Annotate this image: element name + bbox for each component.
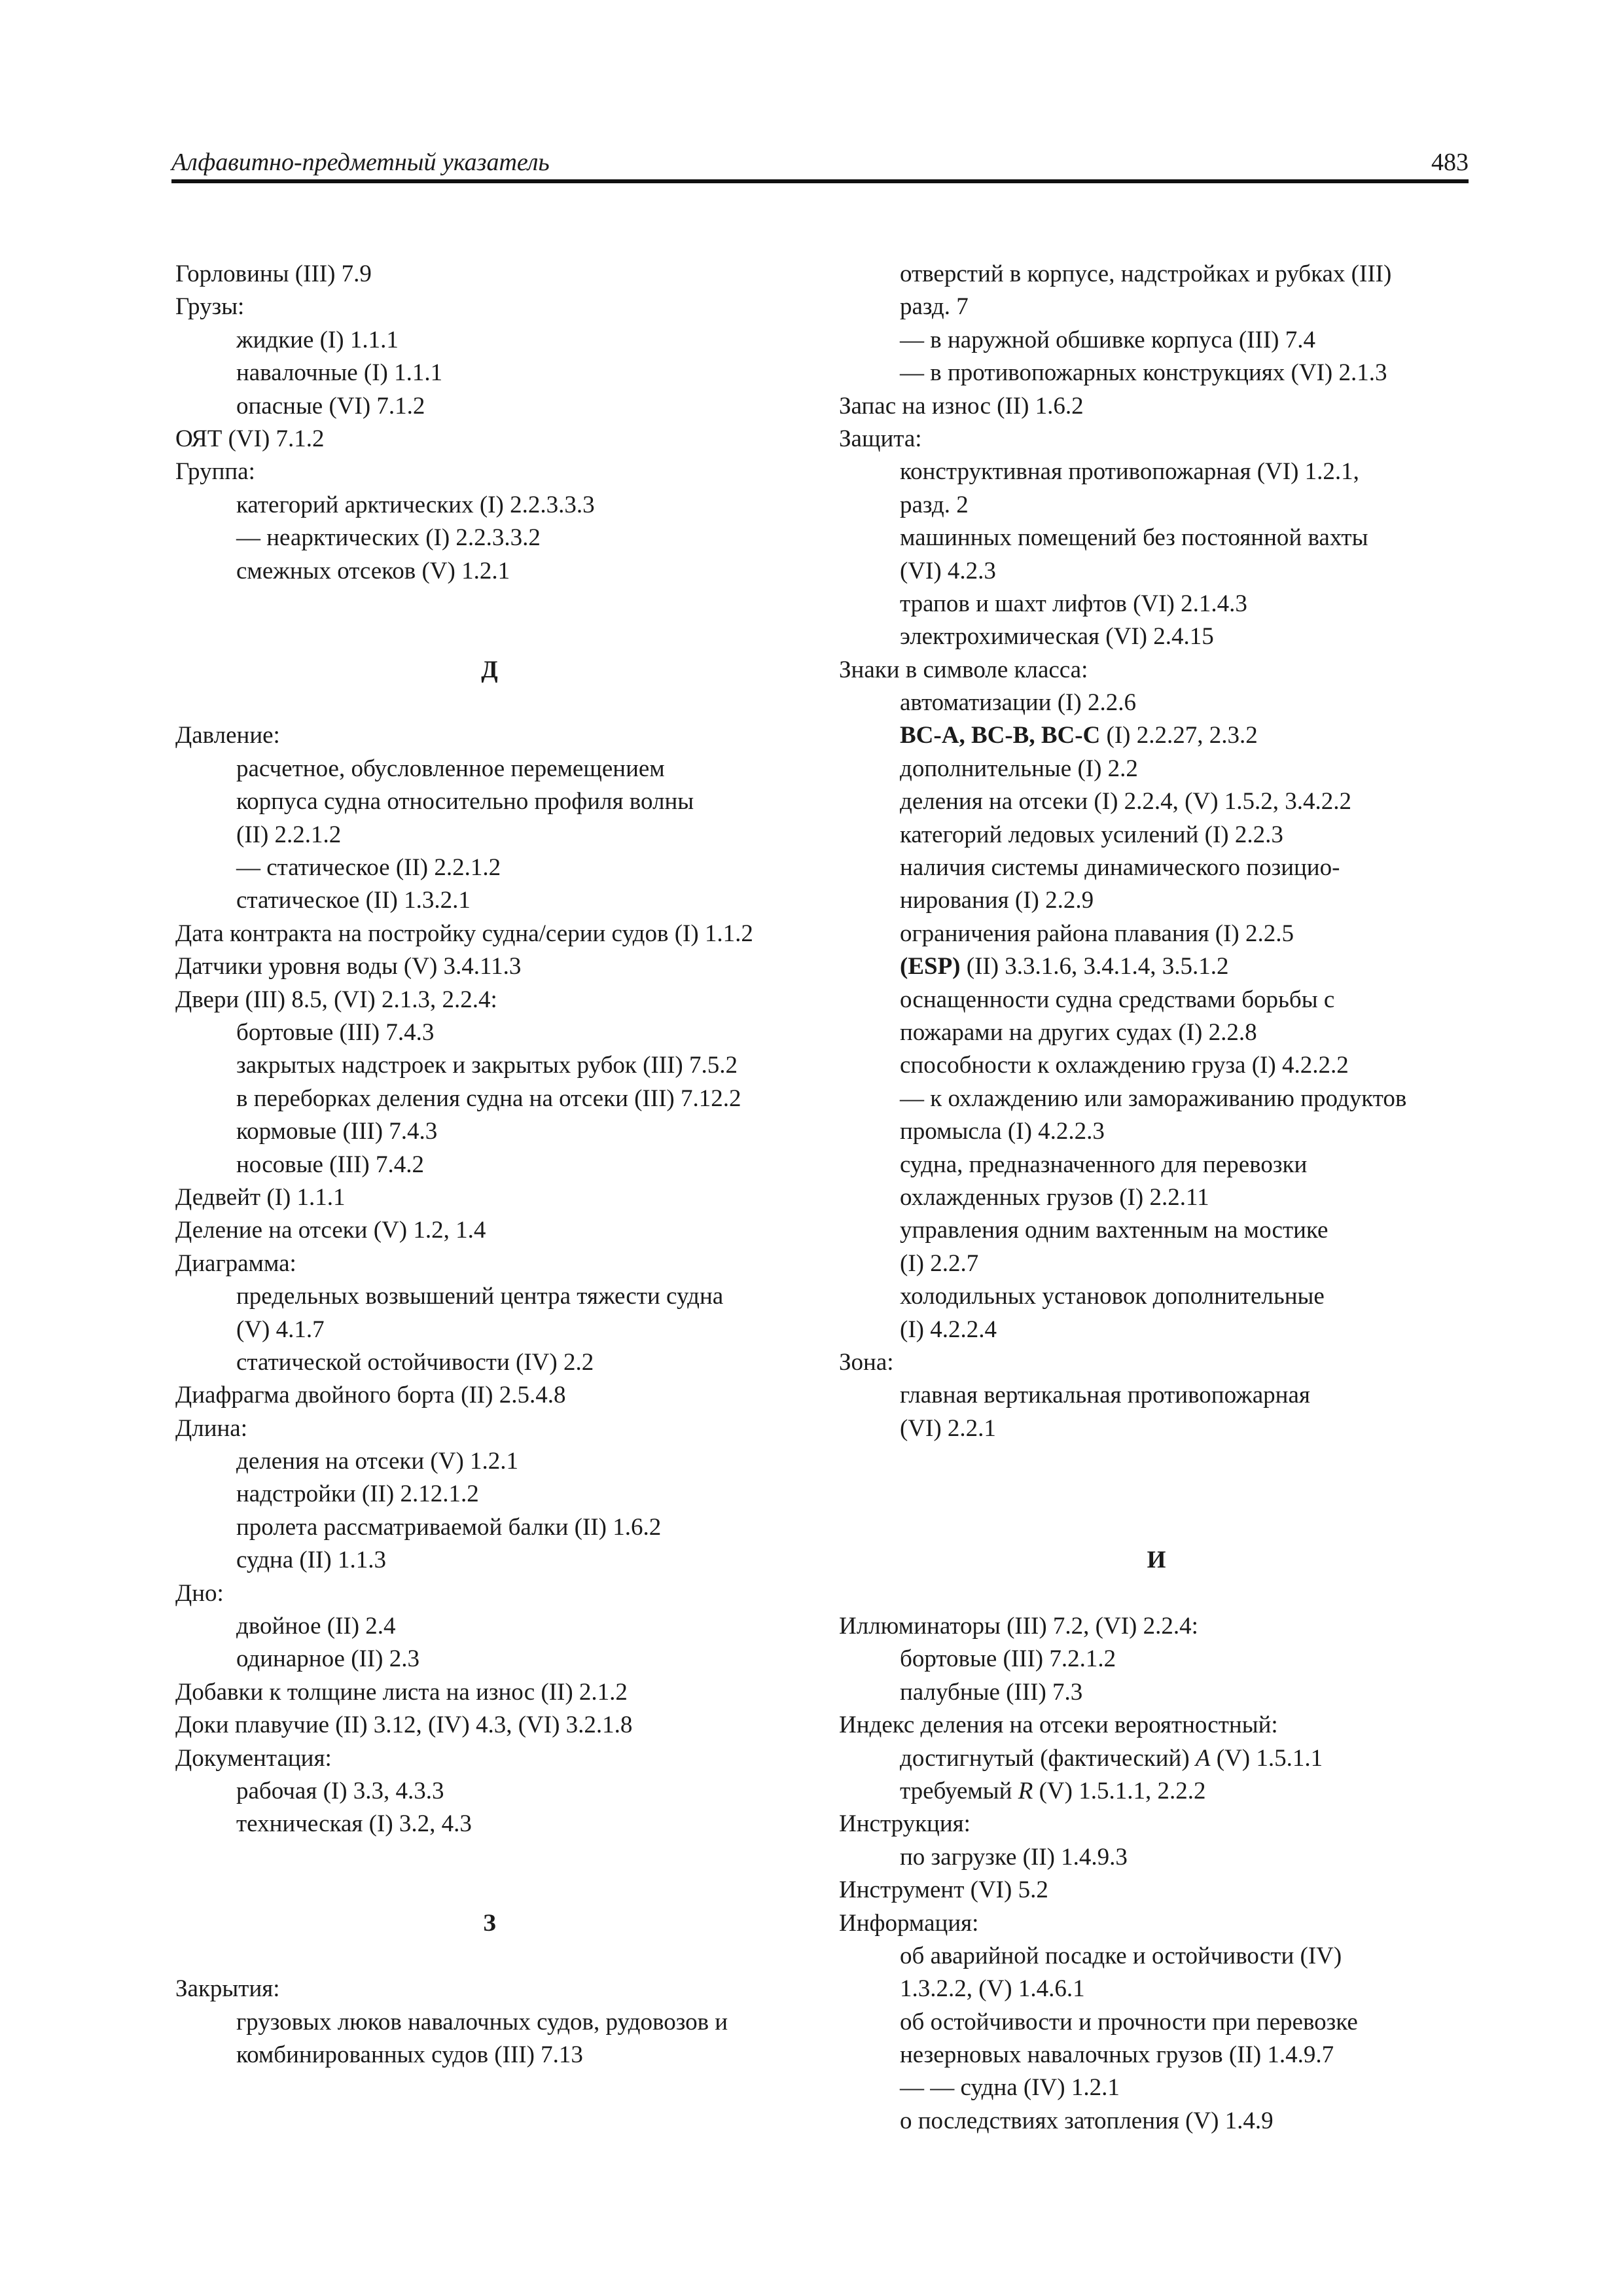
index-entry (839, 1610, 1474, 1643)
entry-text: ограничения района плавания (I) 2.2.5 (900, 920, 1294, 947)
entry-text: Информация: (839, 1909, 979, 1937)
entry-text: промысла (I) 4.2.2.3 (900, 1118, 1105, 1145)
index-subentry (175, 1083, 804, 1115)
entry-text: навалочные (I) 1.1.1 (236, 359, 443, 387)
index-subentry (175, 489, 804, 522)
index-subentry (175, 1280, 804, 1313)
index-entry (175, 1709, 804, 1742)
index-entry (839, 1874, 1474, 1907)
index-subentry (839, 753, 1474, 785)
entry-text: Диаграмма: (175, 1249, 296, 1277)
entry-text: Дата контракта на постройку судна/серии судов (I) 1.1.2 (175, 920, 753, 947)
index-subentry (839, 2105, 1474, 2138)
index-subentry (839, 1214, 1474, 1247)
entry-text: Двери (III) 8.5, (VI) 2.1.3, 2.2.4: (175, 986, 497, 1013)
index-subentry (839, 1643, 1474, 1676)
entry-text: отверстий в корпусе, надстройках и рубках (III) (900, 260, 1392, 287)
entry-text: управления одним вахтенным на мостике (900, 1217, 1329, 1244)
entry-text: Датчики уровня воды (V) 3.4.11.3 (175, 953, 522, 980)
entry-text: (VI) 2.2.1 (900, 1414, 996, 1442)
entry-text: закрытых надстроек и закрытых рубок (III) 7.5.2 (236, 1052, 738, 1079)
entry-text: разд. 2 (900, 491, 969, 518)
entry-text-tail: (V) 1.5.1.1 (1210, 1744, 1323, 1772)
entry-text: достигнутый (фактический) (900, 1744, 1196, 1772)
index-entry (175, 1973, 804, 2005)
entry-text: Диафрагма двойного борта (II) 2.5.4.8 (175, 1382, 566, 1409)
index-subentry (839, 852, 1474, 884)
index-subentry (839, 291, 1474, 323)
index-subentry (839, 687, 1474, 719)
entry-text: категорий ледовых усилений (I) 2.2.3 (900, 821, 1283, 848)
index-column-right (839, 258, 1474, 2138)
entry-text: (I) 4.2.2.4 (900, 1316, 997, 1343)
entry-text: надстройки (II) 2.12.1.2 (236, 1480, 479, 1508)
entry-text: Иллюминаторы (III) 7.2, (VI) 2.2.4: (839, 1613, 1198, 1640)
running-header (171, 143, 1469, 179)
index-subentry (175, 852, 804, 884)
index-entry (175, 1742, 804, 1775)
index-subentry (175, 2039, 804, 2072)
index-entry (175, 423, 804, 456)
index-subentry (839, 258, 1474, 291)
page-number: 483 (1431, 149, 1469, 176)
entry-text: (VI) 4.2.3 (900, 557, 996, 584)
index-subentry (175, 1775, 804, 1808)
entry-text: Доки плавучие (II) 3.12, (IV) 4.3, (VI) 3.2.1.8 (175, 1712, 633, 1739)
index-subentry (839, 324, 1474, 357)
section-letter: Д (481, 656, 498, 683)
entry-text: Документация: (175, 1744, 332, 1772)
entry-text: предельных возвышений центра тяжести судна (236, 1283, 724, 1310)
entry-text: палубные (III) 7.3 (900, 1678, 1083, 1706)
entry-text: конструктивная противопожарная (VI) 1.2.1, (900, 458, 1359, 486)
entry-text: опасные (VI) 7.1.2 (236, 392, 425, 420)
index-subentry (175, 1610, 804, 1643)
index-subentry (175, 1544, 804, 1577)
entry-text: Давление: (175, 722, 280, 749)
entry-text: ОЯТ (VI) 7.1.2 (175, 425, 325, 452)
spacer (175, 687, 804, 719)
index-subentry (175, 324, 804, 357)
index-subentry (175, 884, 804, 917)
index-subentry (175, 1511, 804, 1544)
index-subentry (175, 1016, 804, 1049)
entry-text-tail: (V) 1.5.1.1, 2.2.2 (1033, 1777, 1206, 1804)
entry-text: наличия системы динамического позицио- (900, 854, 1340, 882)
entry-text: по загрузке (II) 1.4.9.3 (900, 1843, 1128, 1871)
index-subentry (839, 1841, 1474, 1874)
index-entry (175, 258, 804, 291)
entry-text: статической остойчивости (IV) 2.2 (236, 1348, 594, 1376)
entry-text: 1.3.2.2, (V) 1.4.6.1 (900, 1975, 1085, 2003)
entry-text: Закрытия: (175, 1975, 280, 2003)
spacer (175, 620, 804, 653)
entry-text: Зона: (839, 1348, 894, 1376)
entry-text: электрохимическая (VI) 2.4.15 (900, 623, 1214, 651)
entry-text: судна (II) 1.1.3 (236, 1547, 386, 1574)
entry-text: охлажденных грузов (I) 2.2.11 (900, 1183, 1209, 1211)
index-entry (175, 1412, 804, 1445)
index-subentry (175, 1445, 804, 1478)
index-subentry (175, 522, 804, 554)
index-subentry (839, 918, 1474, 950)
entry-text: смежных отсеков (V) 1.2.1 (236, 557, 510, 584)
entry-text: — — судна (IV) 1.2.1 (900, 2074, 1120, 2102)
entry-text: способности к охлаждению груза (I) 4.2.2.2 (900, 1052, 1349, 1079)
index-subentry (839, 1280, 1474, 1313)
index-subentry (839, 1314, 1474, 1346)
entry-text: Дно: (175, 1579, 224, 1607)
entry-text: об остойчивости и прочности при перевозке (900, 2008, 1358, 2036)
symbol: A (1195, 1744, 1211, 1772)
index-subentry (839, 984, 1474, 1016)
entry-text: дополнительные (I) 2.2 (900, 755, 1138, 782)
index-subentry (175, 390, 804, 423)
entry-text: оснащенности судна средствами борьбы с (900, 986, 1335, 1013)
spacer (839, 1445, 1474, 1478)
index-entry (175, 719, 804, 752)
header-title: Алфавитно-предметный указатель (171, 149, 550, 176)
entry-text: корпуса судна относительно профиля волны (236, 788, 694, 816)
index-subentry (175, 2006, 804, 2039)
index-column-left (175, 258, 804, 2072)
index-entry (175, 1214, 804, 1247)
index-subentry (175, 1149, 804, 1181)
entry-text: Горловины (III) 7.9 (175, 260, 372, 287)
index-subentry (839, 1115, 1474, 1148)
spacer (839, 1478, 1474, 1511)
index-subentry (839, 950, 1474, 983)
entry-text: Запас на износ (II) 1.6.2 (839, 392, 1084, 420)
entry-text: статическое (II) 1.3.2.1 (236, 887, 471, 914)
index-subentry (839, 819, 1474, 852)
entry-text: деления на отсеки (V) 1.2.1 (236, 1448, 519, 1475)
entry-text: рабочая (I) 3.3, 4.3.3 (236, 1777, 444, 1804)
entry-text: трапов и шахт лифтов (VI) 2.1.4.3 (900, 590, 1247, 617)
index-subentry (839, 2006, 1474, 2039)
entry-text: кормовые (III) 7.4.3 (236, 1118, 438, 1145)
index-entry (175, 1676, 804, 1709)
index-subentry (175, 819, 804, 852)
spacer (175, 588, 804, 620)
index-subentry (839, 456, 1474, 488)
spacer (175, 1940, 804, 1973)
index-subentry (839, 1676, 1474, 1709)
index-subentry (839, 489, 1474, 522)
index-entry (839, 654, 1474, 687)
index-subentry (839, 1016, 1474, 1049)
class-notation: BC-A, BC-B, BC-C (900, 722, 1101, 749)
entry-text: Дедвейт (I) 1.1.1 (175, 1183, 346, 1211)
index-entry (175, 456, 804, 488)
index-subentry (839, 1379, 1474, 1412)
index-subentry (839, 1247, 1474, 1280)
index-subentry (839, 620, 1474, 653)
entry-text: (V) 4.1.7 (236, 1316, 325, 1343)
index-entry (175, 950, 804, 983)
entry-text: главная вертикальная противопожарная (900, 1382, 1310, 1409)
index-entry (175, 291, 804, 323)
index-subentry (839, 1181, 1474, 1214)
entry-text: судна, предназначенного для перевозки (900, 1151, 1308, 1178)
index-subentry (839, 1940, 1474, 1973)
entry-text: двойное (II) 2.4 (236, 1613, 396, 1640)
index-entry (175, 984, 804, 1016)
index-subentry (175, 753, 804, 785)
index-subentry (175, 1115, 804, 1148)
entry-text: машинных помещений без постоянной вахты (900, 524, 1368, 552)
entry-text: о последствиях затопления (V) 1.4.9 (900, 2107, 1274, 2134)
index-subentry (839, 522, 1474, 554)
index-subentry (839, 2072, 1474, 2104)
entry-text: разд. 7 (900, 293, 969, 321)
entry-text: деления на отсеки (I) 2.2.4, (V) 1.5.2, 3.4.2.2 (900, 788, 1352, 816)
entry-text: Деление на отсеки (V) 1.2, 1.4 (175, 1217, 486, 1244)
index-subentry (175, 1049, 804, 1082)
index-subentry (839, 1412, 1474, 1445)
spacer (839, 1577, 1474, 1610)
class-notation: (ESP) (900, 953, 961, 980)
entry-text: — в противопожарных конструкциях (VI) 2.1.3 (900, 359, 1387, 387)
entry-text: Добавки к толщине листа на износ (II) 2.1.2 (175, 1678, 628, 1706)
entry-text: — к охлаждению или замораживанию продуктов (900, 1085, 1407, 1112)
index-subentry (175, 1478, 804, 1511)
entry-text: техническая (I) 3.2, 4.3 (236, 1810, 472, 1838)
index-entry (175, 1181, 804, 1214)
symbol: R (1018, 1777, 1033, 1804)
index-entry (839, 1808, 1474, 1840)
entry-text: автоматизации (I) 2.2.6 (900, 689, 1136, 717)
entry-text: бортовые (III) 7.2.1.2 (900, 1645, 1116, 1673)
index-subentry (175, 1808, 804, 1840)
entry-text: Инструмент (VI) 5.2 (839, 1876, 1048, 1904)
index-entry (175, 918, 804, 950)
index-entry (175, 1247, 804, 1280)
index-subentry (175, 357, 804, 389)
index-entry (175, 1577, 804, 1610)
index-subentry (839, 2039, 1474, 2072)
entry-text: пролета рассматриваемой балки (II) 1.6.2 (236, 1513, 662, 1541)
index-entry (839, 423, 1474, 456)
entry-text: комбинированных судов (III) 7.13 (236, 2041, 583, 2069)
index-subentry (175, 1314, 804, 1346)
index-subentry (839, 357, 1474, 389)
spacer (839, 1511, 1474, 1544)
index-subentry (839, 884, 1474, 917)
entry-text: бортовые (III) 7.4.3 (236, 1018, 435, 1046)
index-subentry (839, 719, 1474, 752)
entry-text: об аварийной посадке и остойчивости (IV) (900, 1942, 1342, 1969)
section-letter: З (483, 1909, 496, 1937)
entry-text: пожарами на других судах (I) 2.2.8 (900, 1018, 1257, 1046)
index-subentry (175, 555, 804, 588)
entry-text: грузовых люков навалочных судов, рудовозов и (236, 2008, 728, 2036)
entry-text: нирования (I) 2.2.9 (900, 887, 1094, 914)
spacer (175, 1874, 804, 1907)
entry-text: Группа: (175, 458, 255, 486)
entry-text: холодильных установок дополнительные (900, 1283, 1325, 1310)
index-subentry (839, 555, 1474, 588)
entry-text: носовые (III) 7.4.2 (236, 1151, 425, 1178)
index-subentry (175, 785, 804, 818)
index-subentry (839, 1083, 1474, 1115)
entry-text: Знаки в символе класса: (839, 656, 1088, 683)
entry-text: — неарктических (I) 2.2.3.3.2 (236, 524, 541, 552)
index-entry (839, 1709, 1474, 1742)
entry-text: незерновых навалочных грузов (II) 1.4.9.7 (900, 2041, 1334, 2069)
entry-text: Инструкция: (839, 1810, 971, 1838)
header-rule (171, 179, 1469, 183)
index-subentry (839, 785, 1474, 818)
entry-text: в переборках деления судна на отсеки (III) 7.12.2 (236, 1085, 741, 1112)
entry-text: Длина: (175, 1414, 248, 1442)
index-entry (839, 390, 1474, 423)
index-subentry (839, 1973, 1474, 2005)
spacer (175, 1841, 804, 1874)
index-entry (175, 1379, 804, 1412)
index-entry (839, 1346, 1474, 1379)
entry-text: расчетное, обусловленное перемещением (236, 755, 665, 782)
entry-text: Защита: (839, 425, 922, 452)
entry-text: одинарное (II) 2.3 (236, 1645, 419, 1673)
index-subentry (175, 1643, 804, 1676)
entry-text: (II) 3.3.1.6, 3.4.1.4, 3.5.1.2 (960, 953, 1229, 980)
index-subentry (839, 1149, 1474, 1181)
entry-text: требуемый (900, 1777, 1018, 1804)
entry-text: (I) 2.2.27, 2.3.2 (1100, 722, 1258, 749)
index-subentry (839, 1049, 1474, 1082)
index-subentry (839, 1742, 1474, 1775)
index-subentry (175, 1346, 804, 1379)
entry-text: (II) 2.2.1.2 (236, 821, 342, 848)
entry-text: жидкие (I) 1.1.1 (236, 326, 399, 353)
entry-text: (I) 2.2.7 (900, 1249, 979, 1277)
index-subentry (839, 588, 1474, 620)
entry-text: Грузы: (175, 293, 245, 321)
section-letter: И (1147, 1547, 1166, 1574)
index-entry (839, 1907, 1474, 1940)
entry-text: — в наружной обшивке корпуса (III) 7.4 (900, 326, 1315, 353)
index-subentry (839, 1775, 1474, 1808)
entry-text: — статическое (II) 2.2.1.2 (236, 854, 501, 882)
entry-text: Индекс деления на отсеки вероятностный: (839, 1712, 1278, 1739)
entry-text: категорий арктических (I) 2.2.3.3.3 (236, 491, 595, 518)
